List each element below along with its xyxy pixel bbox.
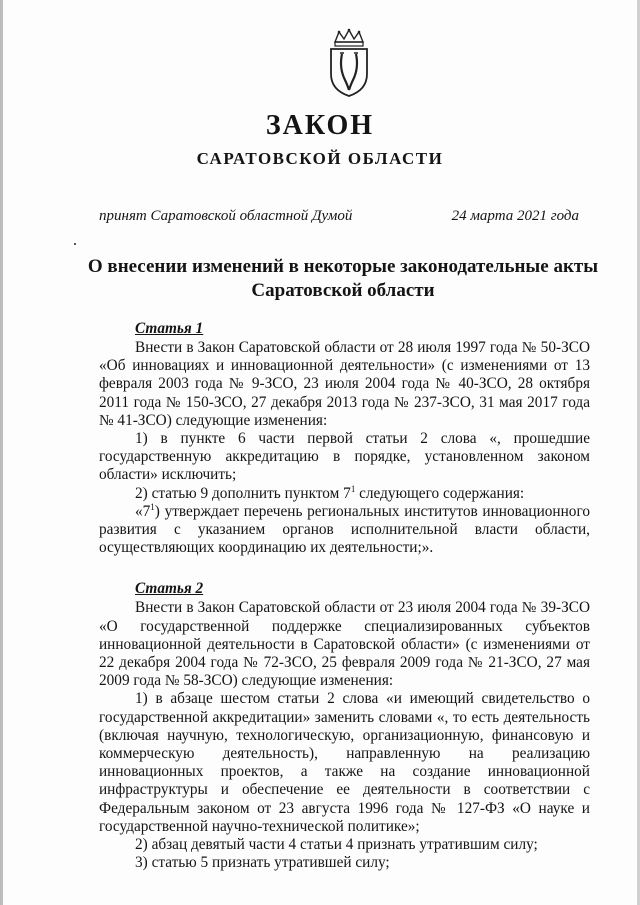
article-2-intro: Внести в Закон Саратовской области от 23 июля 2004 года № 39-ЗСО «О государственной поддержке специализированных субъектов инновационной деятельности в Саратовской области» (с изменениями от 22 декабря 2004 года № 72-ЗСО, 25 февраля 2009 года № 21-ЗСО, 27 мая 2009 года № 58-ЗСО) следующие изменения: — [99, 599, 590, 690]
law-heading: О внесении изменений в некоторые законодательные акты Саратовской области — [87, 256, 599, 301]
article-1-item-2-text: 2) статью 9 дополнить пунктом 7 — [135, 484, 351, 502]
article-2-item-1: 1) в абзаце шестом статьи 2 слова «и имеющий свидетельство о государственной аккредитации» заменить словами «, то есть деятельность (включая научную, технологическую, организационную, финансовую и коммерческую деятельность), направленную на реализацию инновационных проектов, а также на создание инновационной инфраструктуры и обеспечение ее деятельности в соответствии с Федеральным законом от 23 августа 1996 года № 127-ФЗ «О науке и государственной научно-технической политике»; — [99, 690, 590, 835]
adopted-by-text: принят Саратовской областной Думой — [99, 208, 353, 224]
adoption-date: 24 марта 2021 года — [451, 208, 579, 224]
article-1-item-1: 1) в пункте 6 части первой статьи 2 слова «, прошедшие государственную аккредитацию в порядке, установленном законом области» исключить; — [99, 430, 590, 484]
article-2-title: Статья 2 — [135, 580, 204, 598]
article-1-item-2-tail: следующего содержания: — [355, 484, 525, 502]
article-1-quote-text: ) утверждает перечень региональных институтов инновационного развития с указанием органов исполнительной власти области, осуществляющих координацию их деятельности;». — [99, 502, 590, 557]
article-1-item-2 — [99, 485, 590, 503]
article-1-quote-open: «7 — [135, 502, 151, 520]
document-title: ЗАКОН — [265, 110, 375, 141]
document-subtitle: САРАТОВСКОЙ ОБЛАСТИ — [196, 149, 444, 168]
article-2-item-2: 2) абзац девятый части 4 статьи 4 признать утратившим силу; — [135, 836, 538, 854]
scan-speck — [74, 243, 76, 245]
article-2-item-3: 3) статью 5 признать утратившей силу; — [135, 854, 390, 872]
article-1-quote-sup: 1 — [150, 501, 155, 512]
article-gap — [99, 557, 590, 580]
document-body — [99, 320, 590, 872]
article-1-intro: Внести в Закон Саратовской области от 28 июля 1997 года № 50-ЗСО «Об инновациях и инновационной деятельности» (с изменениями от 13 февраля 2003 года № 9-ЗСО, 23 июля 2004 года № 40-ЗСО, 28 октября 2011 года № 150-ЗСО, 27 декабря 2013 года № 237-ЗСО, 31 мая 2017 года № 41-ЗСО) следующие изменения: — [99, 339, 590, 429]
article-1-quote — [99, 503, 590, 558]
article-1-item-2-sup: 1 — [350, 483, 356, 494]
article-1-title: Статья 1 — [135, 320, 204, 337]
saratov-coat-of-arms-icon — [325, 28, 373, 98]
